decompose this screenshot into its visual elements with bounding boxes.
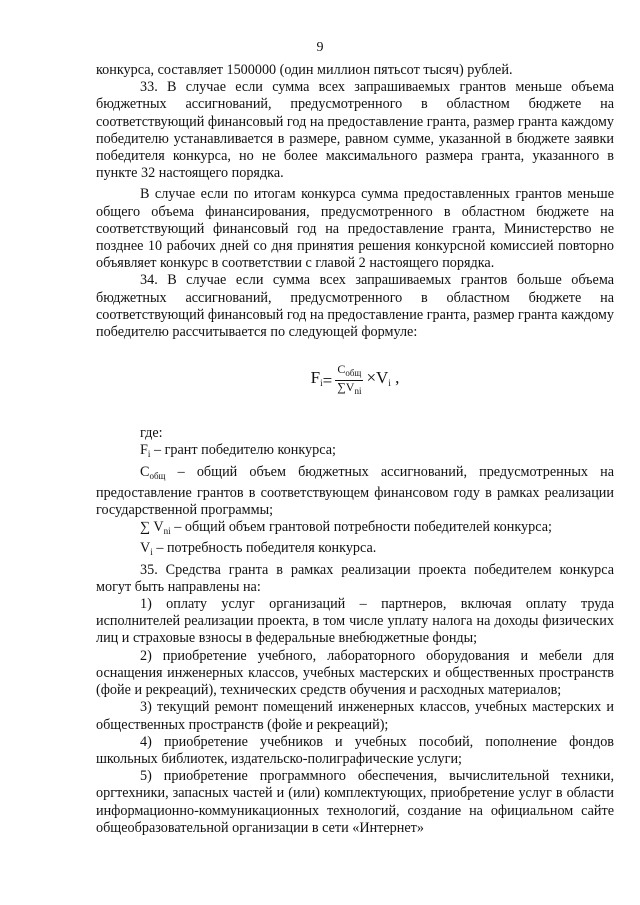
paragraph-continuation: конкурса, составляет 1500000 (один миллион пятьсот тысяч) рублей. [96, 62, 513, 78]
paragraph-34: 34. В случае если сумма всех запрашиваемых грантов больше объема бюджетных ассигнований, предусмотренного в областном бюджете на соответствующий финансовый год на предоставление гранта, размер гранта каждому победителю рассчитывается по следующей формуле: [96, 272, 614, 341]
list-item: 1) оплату услуг организаций – партнеров, включая оплату труда исполнителей реализации проекта, в том числе уплату налога на доходы физических лиц и страховые взносы в федеральные внебюджетные фонды; [96, 596, 614, 647]
formula-lhs: $F_i$ [310, 367, 323, 388]
grant-formula [96, 341, 614, 419]
formula-denominator: $\sum V_{ni}$ [337, 379, 362, 396]
definition-cobsh: $C_{общ}$ – общий объем бюджетных ассигнований, предусмотренных на предоставление грантов в соответствующем финансовом году в рамках реализации государственной программы; [96, 463, 614, 519]
formula-fraction [335, 363, 363, 398]
document-body [96, 62, 614, 837]
paragraph-35: 35. Средства гранта в рамках реализации проекта победителем конкурса могут быть направлены на: [96, 561, 614, 595]
list-item: 4) приобретение учебников и учебных пособий, пополнение фондов школьных библиотек, издательско-полиграфические услуги; [96, 733, 614, 767]
list-item: 3) текущий ремонт помещений инженерных классов, учебных мастерских и общественных пространств (фойе и рекреаций); [96, 699, 614, 733]
list-item: 5) приобретение программного обеспечения, вычислительной техники, оргтехники, запасных частей и (или) комплектующих, приобретение услуг в области информационно-коммуникационных технологий, создание на официальном сайте общеобразовательной организации в сети «Интернет» [96, 768, 614, 836]
paragraph-33-second: В случае если по итогам конкурса сумма предоставленных грантов меньше общего объема финансирования, предусмотренного в областном бюджете на соответствующий финансовый год на предоставление гранта, Министерство не позднее 10 рабочих дней со дня принятия решения конкурсной комиссией повторно объявляет конкурс в соответствии с главой 2 настоящего порядка. [96, 186, 614, 272]
where-label: где: [140, 425, 163, 442]
formula-equals: = [322, 370, 333, 390]
definition-fi: $F_i$ – грант победителю конкурса; [140, 442, 336, 460]
formula-numerator: $C_{общ}$ [335, 363, 363, 381]
definition-vi: $V_i$ – потребность победителя конкурса. [140, 540, 377, 558]
list-item: 2) приобретение учебного, лабораторного оборудования и мебели для оснащения инженерных классов, учебных мастерских и общественных пространств (фойе и рекреаций), технических средств обучения и расходных материалов; [96, 647, 614, 699]
formula-multiplier: $\times V_i$ , [366, 367, 400, 388]
paragraph-33: 33. В случае если сумма всех запрашиваемых грантов меньше объема бюджетных ассигнований, предусмотренного в областном бюджете на соответствующий финансовый год на предоставление гранта, размер гранта каждому победителю устанавливается в размере, равном сумме, указанной в бюджете заявки победителя конкурса, но не более максимального размера гранта, указанного в пункте 32 настоящего порядка. [96, 79, 614, 182]
page-number: 9 [316, 40, 324, 55]
definition-sum-vni: ∑ $V_{ni}$ – общий объем грантовой потребности победителей конкурса; [140, 519, 552, 537]
